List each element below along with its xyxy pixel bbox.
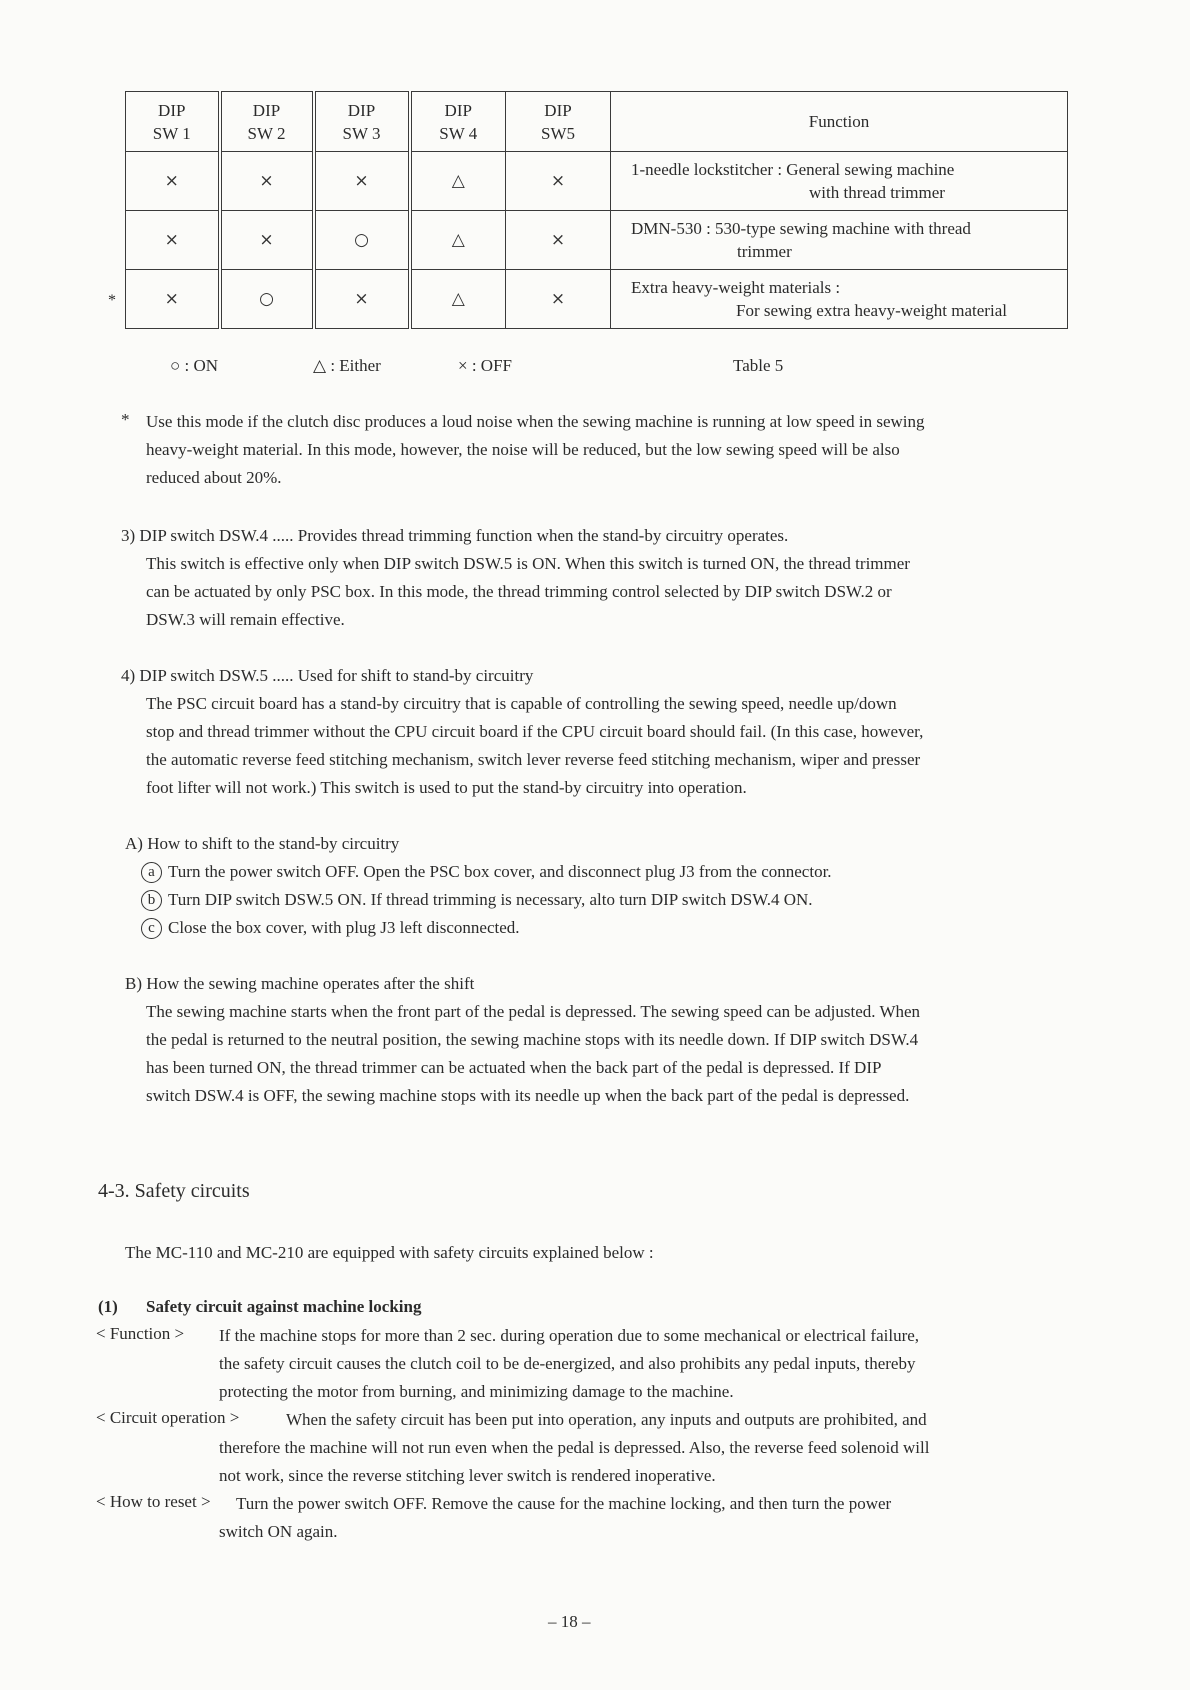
operation-text: therefore the machine will not run even when the pedal is depressed. Also, the reverse feed solenoid will not work, since the reverse stitching lever switch is rendered inoperative. xyxy=(219,1438,930,1485)
cell-function: Extra heavy-weight materials : For sewing extra heavy-weight material xyxy=(611,270,1068,329)
step-c: c Close the box cover, with plug J3 left disconnected. xyxy=(141,914,832,942)
item-4-title: 4) DIP switch DSW.5 ..... Used for shift to stand-by circuitry xyxy=(121,666,534,685)
safety-intro: The MC-110 and MC-210 are equipped with safety circuits explained below : xyxy=(125,1243,654,1262)
reset-text: switch ON again. xyxy=(219,1522,338,1541)
footnote-text: Use this mode if the clutch disc produces a loud noise when the sewing machine is running at low speed in sewing heavy-weight material. In this mode, however, the noise will be reduced, but the low sewing speed will be also reduced about 20%. xyxy=(146,412,925,487)
header-sw2: DIP SW 2 xyxy=(220,92,314,152)
header-sw4: DIP SW 4 xyxy=(410,92,506,152)
cell-sw2: × xyxy=(220,152,314,211)
legend-either: △ : Either xyxy=(313,356,381,375)
step-a: a Turn the power switch OFF. Open the PSC box cover, and disconnect plug J3 from the connector. xyxy=(141,858,832,886)
reset-text-first: Turn the power switch OFF. Remove the cause for the machine locking, and then turn the power xyxy=(236,1494,892,1513)
legend-on: ○ : ON xyxy=(170,356,219,375)
cell-sw3: ○ xyxy=(314,211,410,270)
header-sw5: DIP SW5 xyxy=(506,92,611,152)
operation-label: < Circuit operation > xyxy=(96,1408,240,1427)
page-number: – 18 – xyxy=(548,1612,591,1631)
cell-sw4: △ xyxy=(410,211,506,270)
section-b-body: The sewing machine starts when the front part of the pedal is depressed. The sewing speed can be adjusted. When the pedal is returned to the neutral position, the sewing machine stops with its needle down. If DIP switch DSW.4 has been turned ON, the thread trimmer can be actuated when the back part of the pedal is depressed. If DIP switch DSW.4 is OFF, the sewing machine stops with its needle up when the back part of the pedal is depressed. xyxy=(146,1002,921,1105)
function-text: If the machine stops for more than 2 sec. during operation due to some mechanical or electrical failure, the safety circuit causes the clutch coil to be de-energized, and also prohibits any pedal inputs, thereby protecting the motor from burning, and minimizing damage to the machine. xyxy=(219,1326,920,1401)
cell-sw3: × xyxy=(314,152,410,211)
operation-text-first: When the safety circuit has been put into operation, any inputs and outputs are prohibited, and xyxy=(286,1410,927,1429)
cell-sw2: ○ xyxy=(220,270,314,329)
section-b-title: B) How the sewing machine operates after the shift xyxy=(125,974,475,993)
table-row xyxy=(126,211,1068,270)
table-row xyxy=(126,270,1068,329)
cell-sw5: × xyxy=(506,270,611,329)
header-function: Function xyxy=(611,92,1068,152)
cell-sw2: × xyxy=(220,211,314,270)
row-marker-star: * xyxy=(108,292,116,309)
cell-sw5: × xyxy=(506,211,611,270)
table-caption: Table 5 xyxy=(733,356,784,375)
item-4-body: The PSC circuit board has a stand-by circuitry that is capable of controlling the sewing speed, needle up/down stop and thread trimmer without the CPU circuit board if the CPU circuit board should fail. (In this case, however, the automatic reverse feed stitching mechanism, switch lever reverse feed stitching mechanism, wiper and presser foot lifter will not work.) This switch is used to put the stand-by circuitry into operation. xyxy=(146,694,924,797)
table-row xyxy=(126,152,1068,211)
legend-off: × : OFF xyxy=(458,356,512,375)
subsection-title: Safety circuit against machine locking xyxy=(146,1297,422,1316)
table-header-row xyxy=(126,92,1068,152)
cell-sw5: × xyxy=(506,152,611,211)
header-sw1: DIP SW 1 xyxy=(126,92,220,152)
header-sw3: DIP SW 3 xyxy=(314,92,410,152)
cell-function: 1-needle lockstitcher : General sewing machine with thread trimmer xyxy=(611,152,1068,211)
cell-function: DMN-530 : 530-type sewing machine with thread trimmer xyxy=(611,211,1068,270)
subsection-number: (1) xyxy=(98,1297,118,1316)
cell-sw4: △ xyxy=(410,270,506,329)
section-heading: 4-3. Safety circuits xyxy=(98,1180,250,1202)
step-b: b Turn DIP switch DSW.5 ON. If thread trimming is necessary, alto turn DIP switch DSW.4 ON. xyxy=(141,886,832,914)
footnote-star: * xyxy=(121,410,130,429)
section-a-steps xyxy=(141,858,832,942)
item-3-body: This switch is effective only when DIP switch DSW.5 is ON. When this switch is turned ON, the thread trimmer can be actuated by only PSC box. In this mode, the thread trimming control selected by DIP switch DSW.2 or DSW.3 will remain effective. xyxy=(146,554,910,629)
dip-switch-table xyxy=(125,91,1068,329)
section-a-title: A) How to shift to the stand-by circuitry xyxy=(125,834,400,853)
cell-sw1: × xyxy=(126,152,220,211)
reset-label: < How to reset > xyxy=(96,1492,211,1511)
cell-sw4: △ xyxy=(410,152,506,211)
cell-sw1: × xyxy=(126,211,220,270)
cell-sw3: × xyxy=(314,270,410,329)
item-3-title: 3) DIP switch DSW.4 ..... Provides thread trimming function when the stand-by circuitry operates. xyxy=(121,526,789,545)
function-label: < Function > xyxy=(96,1324,185,1343)
cell-sw1: × xyxy=(126,270,220,329)
